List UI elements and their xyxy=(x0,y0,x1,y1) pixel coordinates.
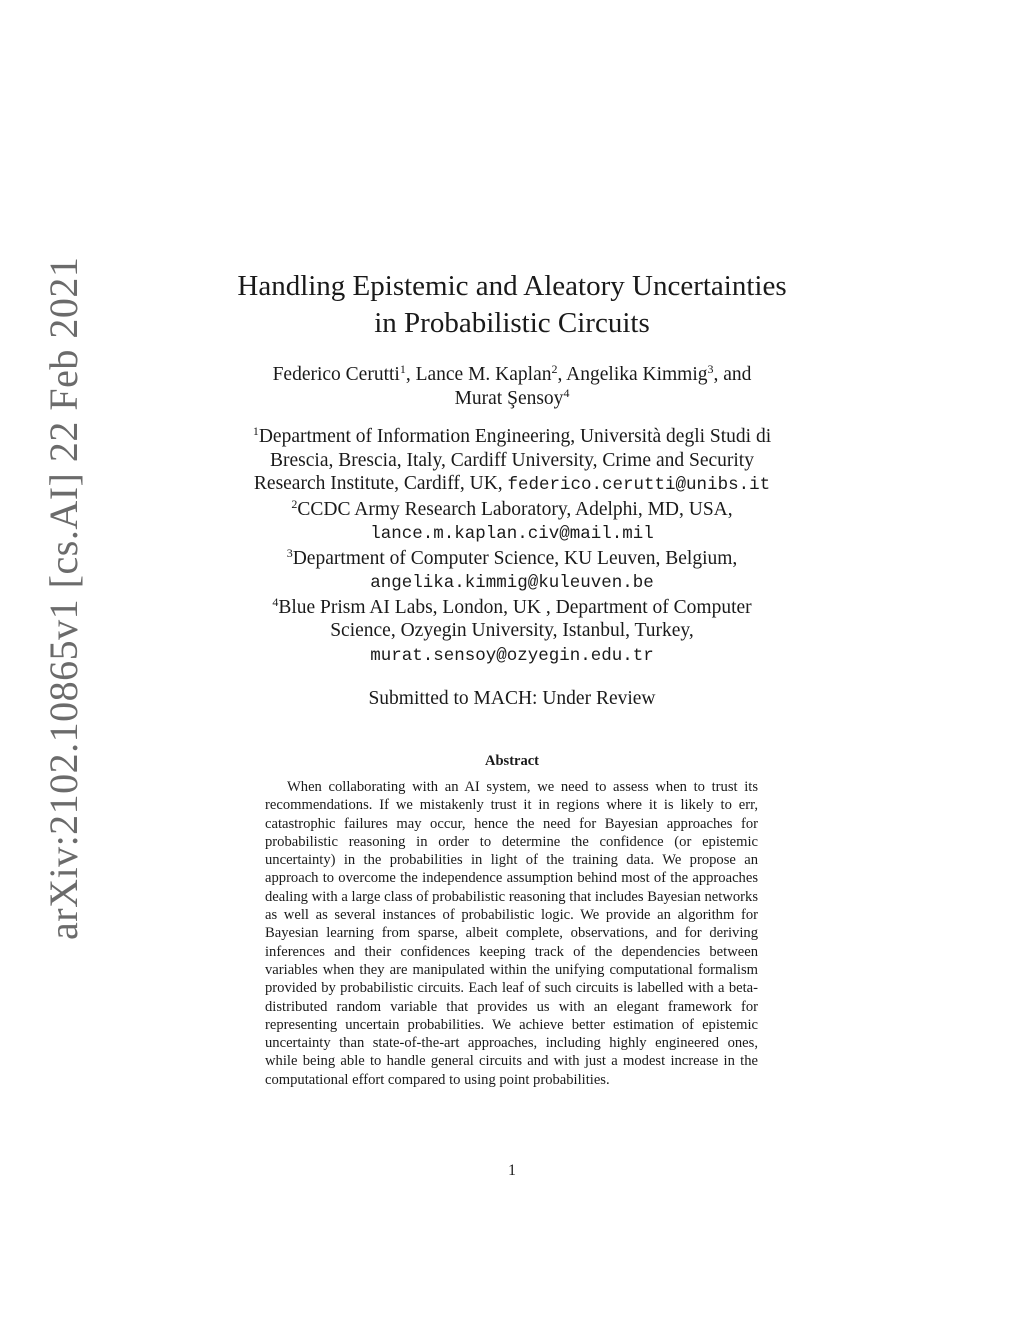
affiliation-2-line-1 xyxy=(180,498,844,522)
affiliation-list xyxy=(180,425,844,668)
affiliation-text: Department of Information Engineering, Università degli Studi di xyxy=(258,426,772,447)
submission-status: Submitted to MACH: Under Review xyxy=(368,688,656,709)
arxiv-identifier-stamp: arXiv:2102.10865v1 [cs.AI] 22 Feb 2021 xyxy=(41,256,86,940)
author-affiliation-mark: 1 xyxy=(399,362,406,376)
paper-title xyxy=(180,268,844,342)
affiliation-text: Blue Prism AI Labs, London, UK , Department of Computer xyxy=(278,596,752,618)
affiliation-mark: 2 xyxy=(291,496,298,511)
email-link[interactable]: murat.sensoy@ozyegin.edu.tr xyxy=(370,645,654,666)
email-link[interactable]: angelika.kimmig@kuleuven.be xyxy=(370,573,654,593)
affiliation-mark: 1 xyxy=(252,424,259,438)
author-line-2 xyxy=(180,387,844,411)
author-name: , Lance M. Kaplan xyxy=(405,364,552,385)
affiliation-text: CCDC Army Research Laboratory, Adelphi, MD, USA, xyxy=(297,498,733,520)
affiliation-3-email-line xyxy=(180,570,844,596)
affiliation-mark: 4 xyxy=(272,594,279,609)
affiliation-text: Research Institute, Cardiff, UK, xyxy=(253,473,508,494)
author-line-1 xyxy=(180,363,844,387)
author-affiliation-mark: 3 xyxy=(707,362,714,376)
abstract-heading: Abstract xyxy=(485,753,539,769)
affiliation-4-email-line xyxy=(180,643,844,669)
affiliation-text: Department of Computer Science, KU Leuven, Belgium, xyxy=(292,547,738,569)
affiliation-4-line-1 xyxy=(180,596,844,620)
page-number: 1 xyxy=(508,1162,516,1179)
email-link[interactable]: federico.cerutti@unibs.it xyxy=(507,475,771,495)
author-affiliation-mark: 2 xyxy=(551,362,558,376)
author-affiliation-mark: 4 xyxy=(563,386,570,400)
email-link[interactable]: lance.m.kaplan.civ@mail.mil xyxy=(370,524,654,544)
affiliation-mark: 3 xyxy=(286,545,293,560)
abstract-body: When collaborating with an AI system, we need to assess when to trust its recommendations. If we mistakenly trust it in regions where it is likely to err, catastrophic failures may occur, hence the need for Bayesian approaches for probabilistic reasoning in order to determine the confidence (or epistemic uncertainty) in the probabilities in light of the training data. We propose an approach to overcome the independence assumption behind most of the approaches dealing with a large class of probabilistic reasoning that includes Bayesian networks as well as several instances of probabilistic logic. We provide an algorithm for Bayesian learning from sparse, albeit complete, observations, and for deriving inferences and their confidences keeping track of the dependencies between variables when they are manipulated within the unifying computational formalism provided by probabilistic circuits. Each leaf of such circuits is labelled with a beta-distributed random variable that provides us with an elegant framework for representing uncertain probabilities. We achieve better estimation of epistemic uncertainty than state-of-the-art approaches, including highly engineered ones, while being able to handle general circuits and with just a modest increase in the computational effort compared to using point probabilities. xyxy=(265,779,758,1088)
affiliation-1-line-1 xyxy=(180,425,844,449)
title-line-2: in Probabilistic Circuits xyxy=(374,307,650,339)
affiliation-2-email-line xyxy=(180,521,844,547)
author-name: , Angelika Kimmig xyxy=(557,364,708,385)
title-line-1: Handling Epistemic and Aleatory Uncertainties xyxy=(237,270,787,302)
affiliation-3-line-1 xyxy=(180,547,844,571)
author-list xyxy=(180,363,844,411)
affiliation-1-line-2: Brescia, Brescia, Italy, Cardiff University, Crime and Security xyxy=(270,449,754,471)
author-name: Murat Şensoy xyxy=(454,388,564,409)
author-name: Federico Cerutti xyxy=(272,364,400,385)
affiliation-1-line-3 xyxy=(180,472,844,498)
author-conjunction: , and xyxy=(713,364,752,385)
affiliation-4-line-2: Science, Ozyegin University, Istanbul, Turkey, xyxy=(330,620,694,641)
